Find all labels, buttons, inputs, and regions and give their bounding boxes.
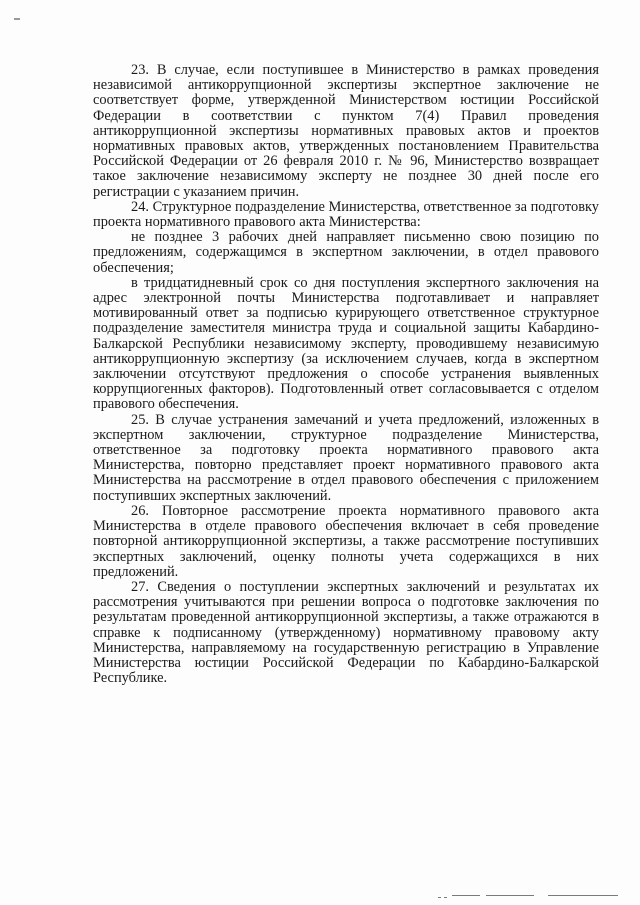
paragraph-24: 24. Структурное подразделение Министерства, ответственное за подготовку проекта нормативного правового акта Министерства: bbox=[93, 198, 599, 231]
paragraph-23: 23. В случае, если поступившее в Министерство в рамках проведения независимой антикоррупционной экспертизы экспертное заключение не соответствует форме, утвержденной Министерством юстиции Российской Федерации в соответствии с пунктом 7(4) Правил проведения антикоррупционной экспертизы нормативных правовых актов и проектов нормативных правовых актов, утвержденных постановлением Правительства Российской Федерации от 26 февраля 2010 г. № 96, Министерство возвращает такое заключение независимому эксперту не позднее 30 дней после его регистрации с указанием причин. bbox=[93, 62, 599, 200]
paragraph-24-item-2: в тридцатидневный срок со дня поступления экспертного заключения на адрес электронной почты Министерства подготавливает и направляет мотивированный ответ за подписью курирующего ответственное структурное подразделение заместителя министра труда и социальной защиты Кабардино-Балкарской Республики независимому эксперту, проводившему независимую антикоррупционную экспертизу (за исключением случаев, когда в экспертном заключении отсутствуют предложения о способе устранения выявленных коррупциогенных факторов). Подготовленный ответ согласовывается с отделом правового обеспечения. bbox=[93, 274, 599, 413]
document-body bbox=[93, 63, 599, 686]
paragraph-27: 27. Сведения о поступлении экспертных заключений и результатах их рассмотрения учитываются при решении вопроса о подготовке заключения по результатам проведенной антикоррупционной экспертизы, а также отражаются в справке к подписанному (утвержденному) нормативному правовому акту Министерства, направляемому на государственную регистрацию в Управление Министерства юстиции Российской Федерации по Кабардино-Балкарской Республике. bbox=[93, 578, 599, 687]
scan-artifact-lines bbox=[0, 895, 640, 901]
paragraph-26: 26. Повторное рассмотрение проекта нормативного правового акта Министерства в отделе правового обеспечения включает в себя проведение повторной антикоррупционной экспертизы, а также рассмотрение поступивших экспертных заключений, оценку полноты учета содержащихся в них предложений. bbox=[93, 502, 599, 580]
scan-mark bbox=[14, 18, 20, 20]
paragraph-25: 25. В случае устранения замечаний и учета предложений, изложенных в экспертном заключении, структурное подразделение Министерства, ответственное за подготовку проекта нормативного правового акта Министерства, повторно представляет проект нормативного правового акта Министерства на рассмотрение в отдел правового обеспечения с приложением поступивших экспертных заключений. bbox=[93, 411, 599, 504]
paragraph-24-item-1: не позднее 3 рабочих дней направляет письменно свою позицию по предложениям, содержащимся в экспертном заключении, в отдел правового обеспечения; bbox=[93, 229, 599, 276]
